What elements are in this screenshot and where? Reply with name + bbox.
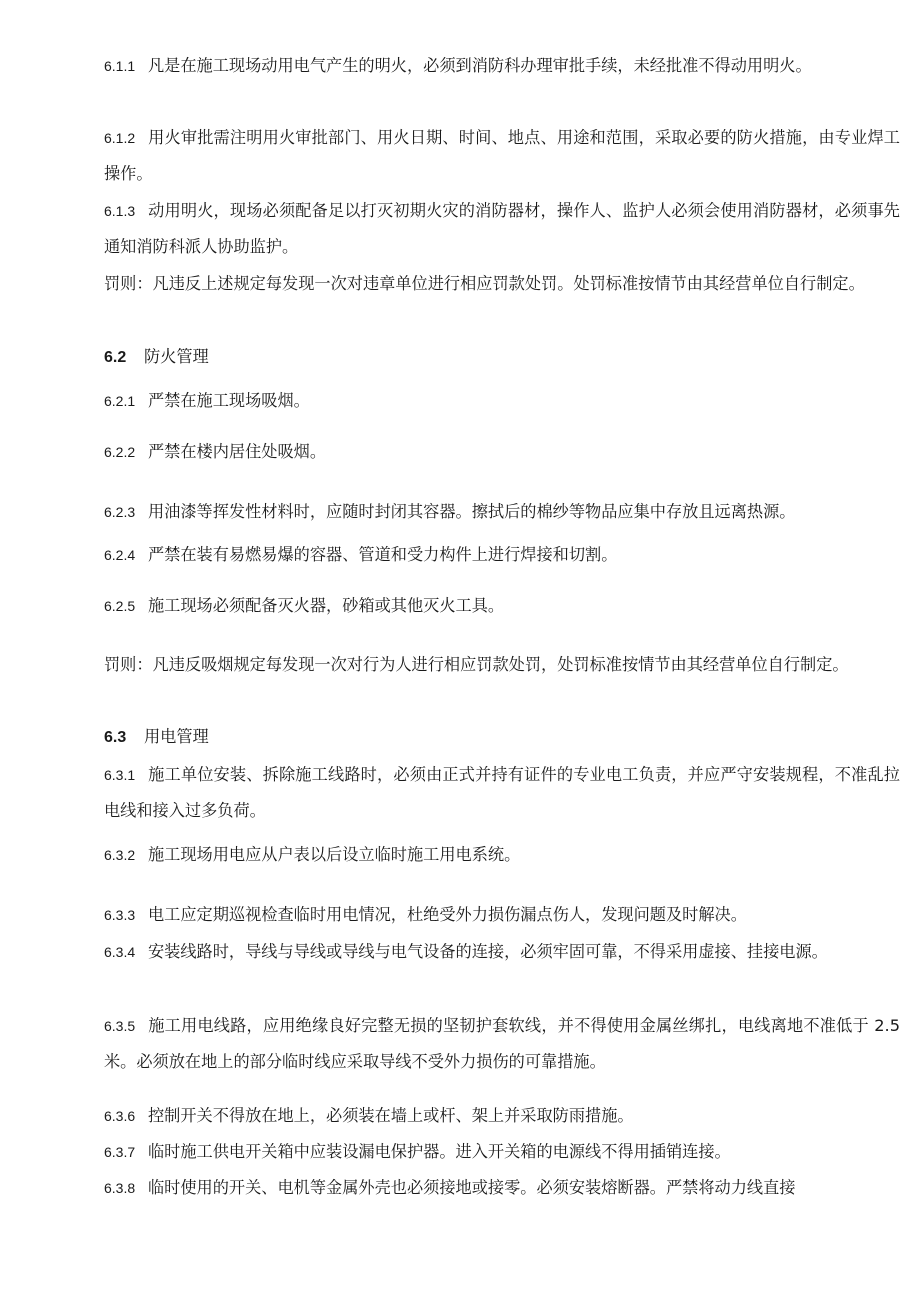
clause-6-1-2: [104, 120, 900, 192]
clause-number: 6.3.7: [104, 1144, 136, 1160]
clause-number: 6.2.4: [104, 547, 136, 563]
clause-6-2-3: [104, 494, 900, 530]
clause-6-2-1: [104, 383, 900, 419]
clause-number: 6.3.2: [104, 847, 136, 863]
clause-number: 6.2.2: [104, 444, 136, 460]
clause-text: 临时使用的开关、电机等金属外壳也必须接地或接零。必须安装熔断器。严禁将动力线直接: [148, 1178, 796, 1197]
clause-6-2-5: [104, 588, 900, 624]
penalty-clause-1: [104, 266, 900, 302]
clause-text: 动用明火，现场必须配备足以打灭初期火灾的消防器材，操作人、监护人必须会使用消防器材，必须事先通知消防科派人协助监护。: [104, 201, 900, 256]
clause-6-2-4: [104, 537, 900, 573]
penalty-text: 罚则：凡违反上述规定每发现一次对违章单位进行相应罚款处罚。处罚标准按情节由其经营单位自行制定。: [104, 274, 865, 293]
clause-text: 严禁在楼内居住处吸烟。: [148, 442, 327, 461]
clause-6-1-3: [104, 193, 900, 265]
section-number: 6.3: [104, 729, 127, 746]
clause-text: 凡是在施工现场动用电气产生的明火，必须到消防科办理审批手续，未经批准不得动用明火。: [148, 56, 812, 75]
section-heading-6-3: [104, 719, 900, 756]
clause-number: 6.3.4: [104, 944, 136, 960]
clause-text: 临时施工供电开关箱中应装设漏电保护器。进入开关箱的电源线不得用插销连接。: [148, 1142, 731, 1161]
clause-6-3-3: [104, 897, 900, 933]
clause-text: 严禁在施工现场吸烟。: [148, 391, 310, 410]
section-heading-6-2: [104, 339, 900, 376]
clause-text: 电工应定期巡视检查临时用电情况，杜绝受外力损伤漏点伤人，发现问题及时解决。: [148, 905, 747, 924]
clause-text: 控制开关不得放在地上，必须装在墙上或杆、架上并采取防雨措施。: [148, 1106, 634, 1125]
clause-6-1-1: [104, 48, 900, 84]
section-title: 防火管理: [144, 347, 209, 366]
clause-number: 6.2.1: [104, 393, 136, 409]
clause-text: 施工单位安装、拆除施工线路时，必须由正式并持有证件的专业电工负责，并应严守安装规程，不准乱拉电线和接入过多负荷。: [104, 765, 900, 820]
clause-text: 安装线路时，导线与导线或导线与电气设备的连接，必须牢固可靠，不得采用虚接、挂接电源。: [148, 942, 828, 961]
clause-text: 用火审批需注明用火审批部门、用火日期、时间、地点、用途和范围，采取必要的防火措施，由专业焊工操作。: [104, 128, 900, 183]
clause-6-3-8: [104, 1170, 900, 1206]
clause-number: 6.2.5: [104, 598, 136, 614]
clause-6-3-4: [104, 934, 900, 970]
clause-number: 6.3.8: [104, 1180, 136, 1196]
section-title: 用电管理: [144, 727, 209, 746]
clause-number: 6.2.3: [104, 504, 136, 520]
clause-number: 6.3.5: [104, 1018, 136, 1034]
clause-text: 施工现场用电应从户表以后设立临时施工用电系统。: [148, 845, 521, 864]
clause-6-3-5: [104, 1008, 900, 1080]
section-number: 6.2: [104, 349, 127, 366]
penalty-clause-2: [104, 647, 900, 683]
clause-number: 6.1.1: [104, 58, 136, 74]
clause-number: 6.1.3: [104, 203, 136, 219]
clause-text: 严禁在装有易燃易爆的容器、管道和受力构件上进行焊接和切割。: [148, 545, 618, 564]
clause-number: 6.1.2: [104, 130, 136, 146]
clause-6-3-1: [104, 757, 900, 829]
clause-text: 施工现场必须配备灭火器，砂箱或其他灭火工具。: [148, 596, 505, 615]
penalty-text: 罚则：凡违反吸烟规定每发现一次对行为人进行相应罚款处罚，处罚标准按情节由其经营单位自行制定。: [104, 655, 849, 674]
clause-6-3-7: [104, 1134, 900, 1170]
clause-number: 6.3.6: [104, 1108, 136, 1124]
clause-6-2-2: [104, 434, 900, 470]
clause-number: 6.3.1: [104, 767, 136, 783]
clause-6-3-6: [104, 1098, 900, 1134]
clause-text: 用油漆等挥发性材料时，应随时封闭其容器。擦拭后的棉纱等物品应集中存放且远离热源。: [148, 502, 796, 521]
clause-text: 施工用电线路，应用绝缘良好完整无损的坚韧护套软线，并不得使用金属丝绑扎，电线离地不准低于 2.5 米。必须放在地上的部分临时线应采取导线不受外力损伤的可靠措施。: [104, 1016, 900, 1071]
clause-number: 6.3.3: [104, 907, 136, 923]
clause-6-3-2: [104, 837, 900, 873]
